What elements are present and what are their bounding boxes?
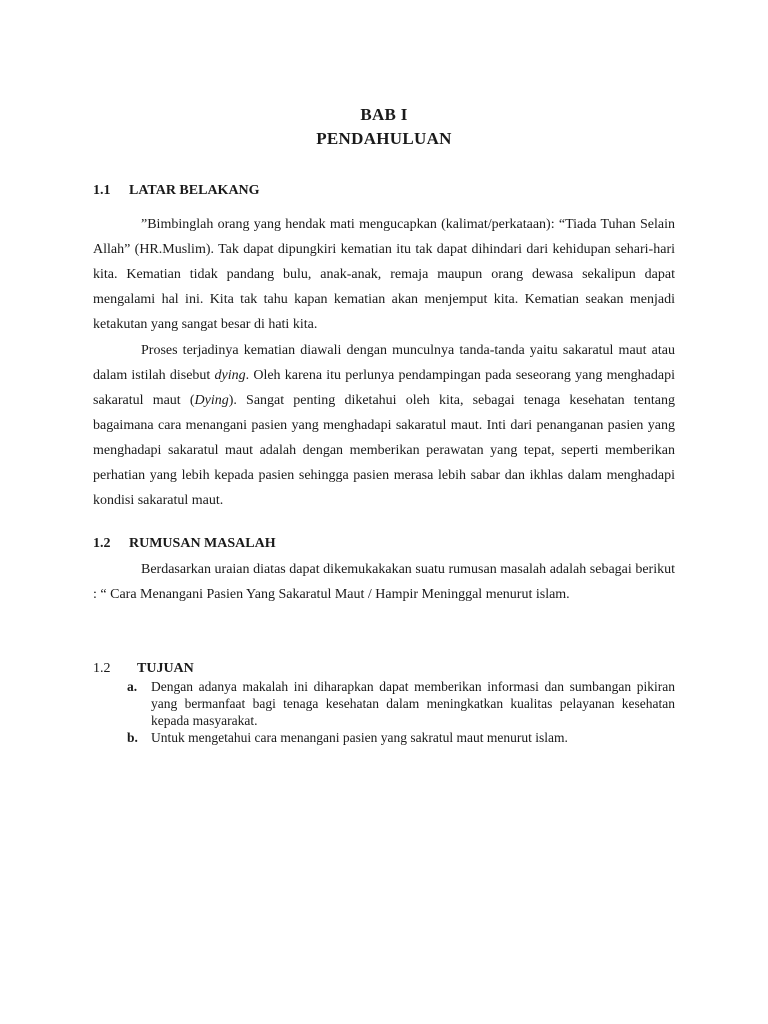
chapter-number: BAB I [360, 105, 408, 124]
paragraph-text: . Oleh karena itu perlunya pendampingan pada seseorang yang menghadapi sakaratul maut ( [93, 368, 675, 408]
paragraph-latar-belakang-2 [93, 338, 675, 513]
list-item [127, 678, 675, 729]
section-number: 1.1 [93, 183, 111, 198]
paragraph-latar-belakang-1: ”Bimbinglah orang yang hendak mati mengucapkan (kalimat/perkataan): “Tiada Tuhan Selain Allah” (HR.Muslim). Tak dapat dipungkiri kematian itu tak dapat dihindari dari kehidupan sehari-hari kita. Kematian tidak pandang bulu, anak-anak, remaja maupun orang dewasa sekalipun dapat mengalami hal ini. Kita tak tahu kapan kematian akan menjemput kita. Kematian seakan menjadi ketakutan yang sangat besar di hati kita. [93, 217, 675, 332]
list-marker: a. [127, 679, 138, 694]
tujuan-list [127, 678, 675, 746]
section-title: LATAR BELAKANG [129, 183, 260, 198]
section-title: RUMUSAN MASALAH [129, 536, 276, 551]
section-heading-latar-belakang [93, 183, 260, 199]
paragraph-rumusan-masalah: Berdasarkan uraian diatas dapat dikemukakakan suatu rumusan masalah adalah sebagai berikut : “ Cara Menangani Pasien Yang Sakaratul Maut / Hampir Meninggal menurut islam. [93, 562, 675, 602]
section-heading-tujuan [93, 661, 194, 677]
section-title: TUJUAN [137, 661, 194, 676]
paragraph-text: Proses terjadinya kematian diawali dengan munculnya tanda-tanda yaitu sakaratul maut atau dalam istilah disebut [93, 343, 675, 383]
italic-term-dying: dying [214, 368, 246, 383]
list-item-text: Untuk mengetahui cara menangani pasien yang sakratul maut menurut islam. [151, 730, 568, 745]
italic-term-dying-capital: Dying [194, 393, 229, 408]
list-item [127, 729, 675, 746]
section-heading-rumusan-masalah [93, 536, 276, 552]
section-number: 1.2 [93, 661, 111, 676]
chapter-title: PENDAHULUAN [316, 129, 452, 148]
list-item-text: Dengan adanya makalah ini diharapkan dapat memberikan informasi dan sumbangan pikiran yang bermanfaat bagi tenaga kesehatan dalam meningkatkan kualitas pelayanan kesehatan kepada masyarakat. [151, 679, 675, 728]
paragraph-text: ). Sangat penting diketahui oleh kita, sebagai tenaga kesehatan tentang bagaimana cara menangani pasien yang menghadapi sakaratul maut. Inti dari penanganan pasien yang menghadapi sakaratul maut adalah dengan memberikan perawatan yang tepat, seperti memberikan perhatian yang lebih kepada pasien sehingga pasien merasa lebih sabar dan ikhlas dalam menghadapi kondisi sakaratul maut. [93, 393, 675, 508]
list-marker: b. [127, 730, 138, 745]
section-number: 1.2 [93, 536, 111, 551]
